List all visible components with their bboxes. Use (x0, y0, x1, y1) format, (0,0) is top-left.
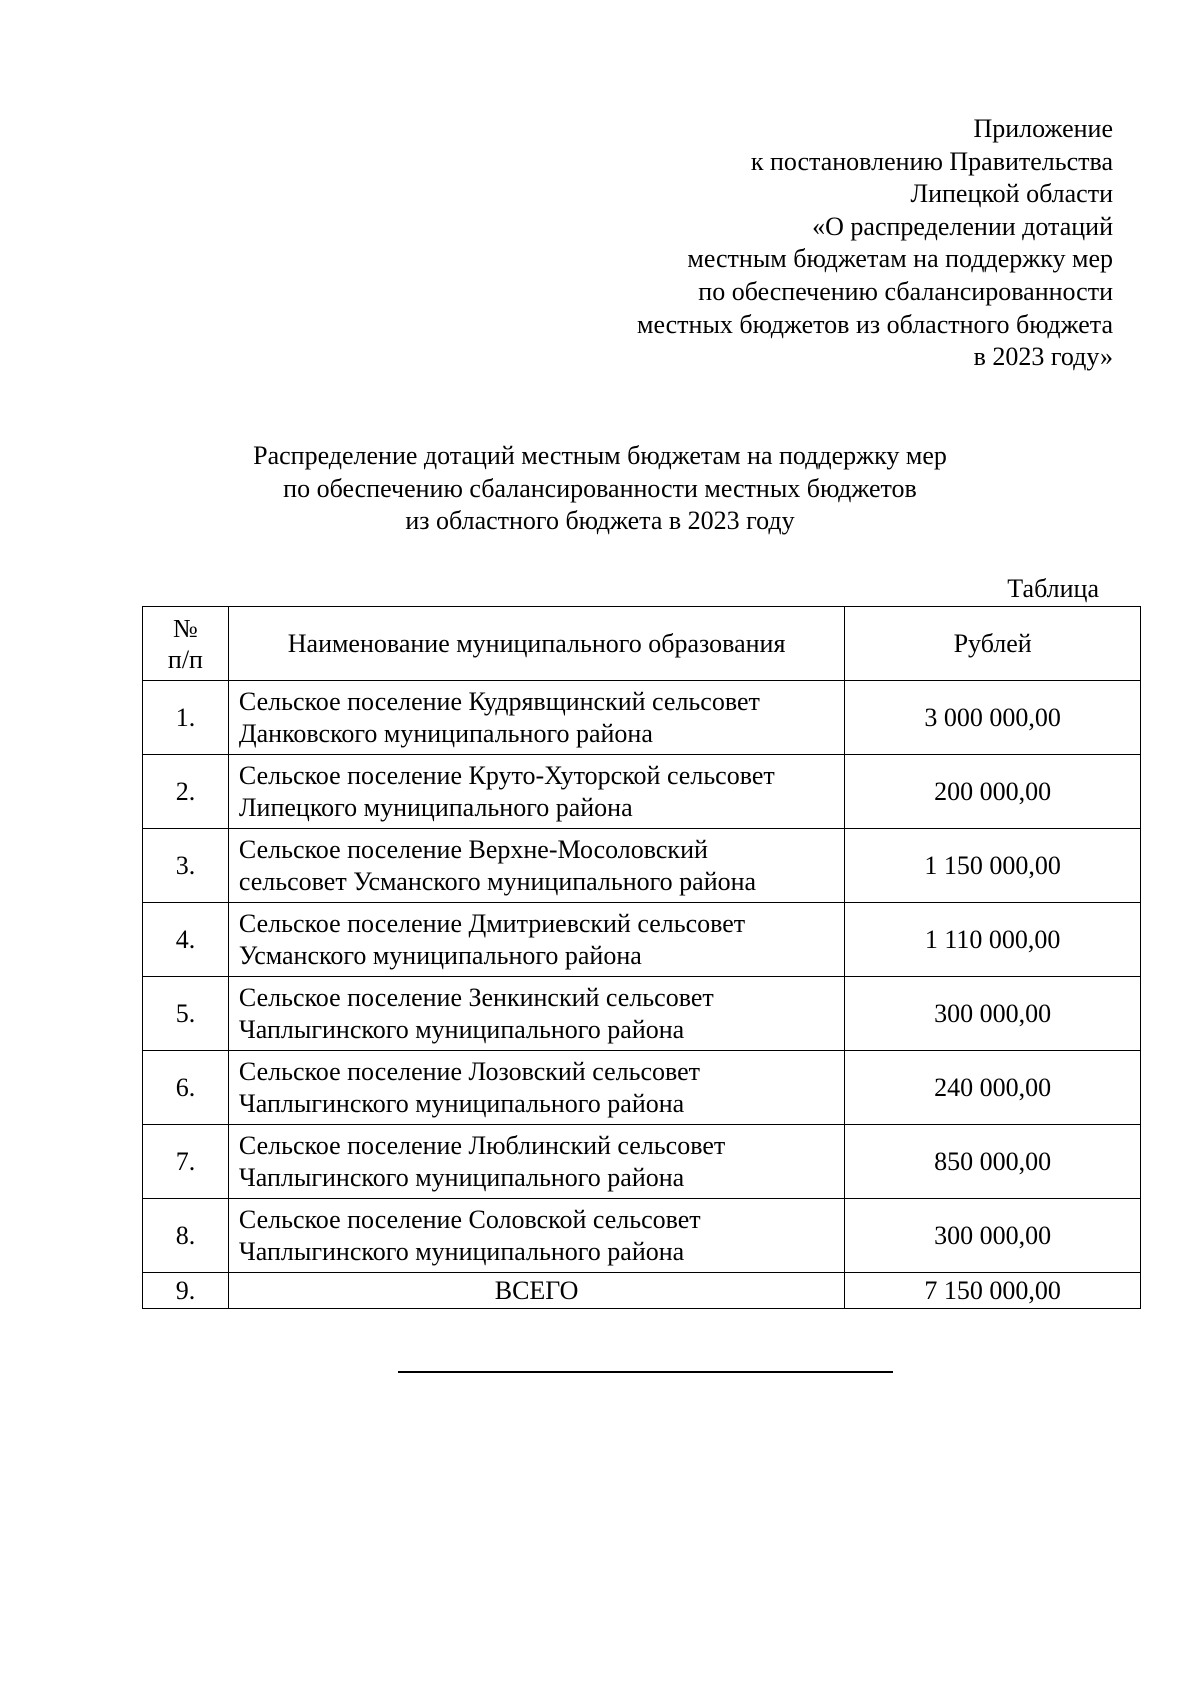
total-label: ВСЕГО (228, 1273, 844, 1309)
table-row (143, 829, 1141, 903)
row-name-line: Сельское поселение Верхне-Мосоловский (238, 834, 708, 864)
row-name-line: Сельское поселение Люблинский сельсовет (238, 1130, 726, 1160)
row-name-line: Усманского муниципального района (238, 940, 642, 970)
row-number: 1. (143, 681, 229, 755)
row-name (228, 681, 844, 755)
row-number: 5. (143, 977, 229, 1051)
appendix-line: местным бюджетам на поддержку мер (687, 244, 1113, 274)
row-name-line: Сельское поселение Соловской сельсовет (238, 1204, 701, 1234)
appendix-line: по обеспечению сбалансированности (698, 276, 1113, 306)
title-line: Распределение дотаций местным бюджетам на поддержку мер (253, 441, 947, 470)
row-amount: 300 000,00 (845, 1199, 1141, 1273)
row-name (228, 755, 844, 829)
row-name-line: Сельское поселение Лозовский сельсовет (238, 1056, 701, 1086)
closing-divider (398, 1371, 893, 1373)
row-name-line: Чаплыгинского муниципального района (238, 1088, 685, 1118)
table-row (143, 1125, 1141, 1199)
row-amount: 300 000,00 (845, 977, 1141, 1051)
row-number: 8. (143, 1199, 229, 1273)
table-total-row (143, 1273, 1141, 1309)
row-name-line: Чаплыгинского муниципального района (238, 1014, 685, 1044)
row-name (228, 977, 844, 1051)
row-amount: 3 000 000,00 (845, 681, 1141, 755)
row-name (228, 1051, 844, 1125)
row-number: 2. (143, 755, 229, 829)
row-name-line: сельсовет Усманского муниципального района (238, 866, 757, 896)
table-row (143, 977, 1141, 1051)
row-name-line: Данковского муниципального района (238, 718, 653, 748)
title-line: из областного бюджета в 2023 году (405, 506, 795, 536)
total-number: 9. (143, 1273, 229, 1309)
header-number-abbr: п/п (167, 644, 203, 674)
table-header-row (143, 607, 1141, 681)
row-name-line: Сельское поселение Круто-Хуторской сельсовет (238, 760, 775, 790)
row-name (228, 829, 844, 903)
header-number-symbol: № (173, 613, 198, 643)
row-number: 6. (143, 1051, 229, 1125)
row-name (228, 903, 844, 977)
appendix-line: местных бюджетов из областного бюджета (637, 309, 1113, 339)
title-line: по обеспечению сбалансированности местных бюджетов (283, 473, 917, 503)
appendix-line: «О распределении дотаций (812, 211, 1113, 241)
row-name-line: Чаплыгинского муниципального района (238, 1162, 685, 1192)
row-name (228, 1199, 844, 1273)
appendix-line: в 2023 году» (973, 342, 1113, 372)
row-name-line: Сельское поселение Дмитриевский сельсовет (238, 908, 746, 938)
table-row (143, 1199, 1141, 1273)
row-name-line: Сельское поселение Кудрявщинский сельсовет (238, 686, 760, 716)
row-amount: 1 110 000,00 (845, 903, 1141, 977)
header-name: Наименование муниципального образования (228, 607, 844, 681)
row-amount: 240 000,00 (845, 1051, 1141, 1125)
appendix-line: Липецкой области (910, 179, 1113, 209)
total-amount: 7 150 000,00 (845, 1273, 1141, 1309)
appendix-line: Приложение (973, 114, 1113, 143)
table-row (143, 755, 1141, 829)
distribution-table (142, 606, 1141, 1309)
row-name-line: Липецкого муниципального района (238, 792, 633, 822)
row-name-line: Чаплыгинского муниципального района (238, 1236, 685, 1266)
document-title (150, 440, 1050, 538)
row-amount: 1 150 000,00 (845, 829, 1141, 903)
header-amount: Рублей (845, 607, 1141, 681)
row-number: 3. (143, 829, 229, 903)
table-row (143, 1051, 1141, 1125)
appendix-header (513, 113, 1113, 374)
row-name-line: Сельское поселение Зенкинский сельсовет (238, 982, 714, 1012)
row-number: 7. (143, 1125, 229, 1199)
appendix-line: к постановлению Правительства (750, 146, 1113, 176)
table-row (143, 681, 1141, 755)
row-number: 4. (143, 903, 229, 977)
table-row (143, 903, 1141, 977)
header-number (143, 607, 229, 681)
row-amount: 200 000,00 (845, 755, 1141, 829)
table-caption: Таблица (1007, 574, 1099, 603)
row-name (228, 1125, 844, 1199)
row-amount: 850 000,00 (845, 1125, 1141, 1199)
